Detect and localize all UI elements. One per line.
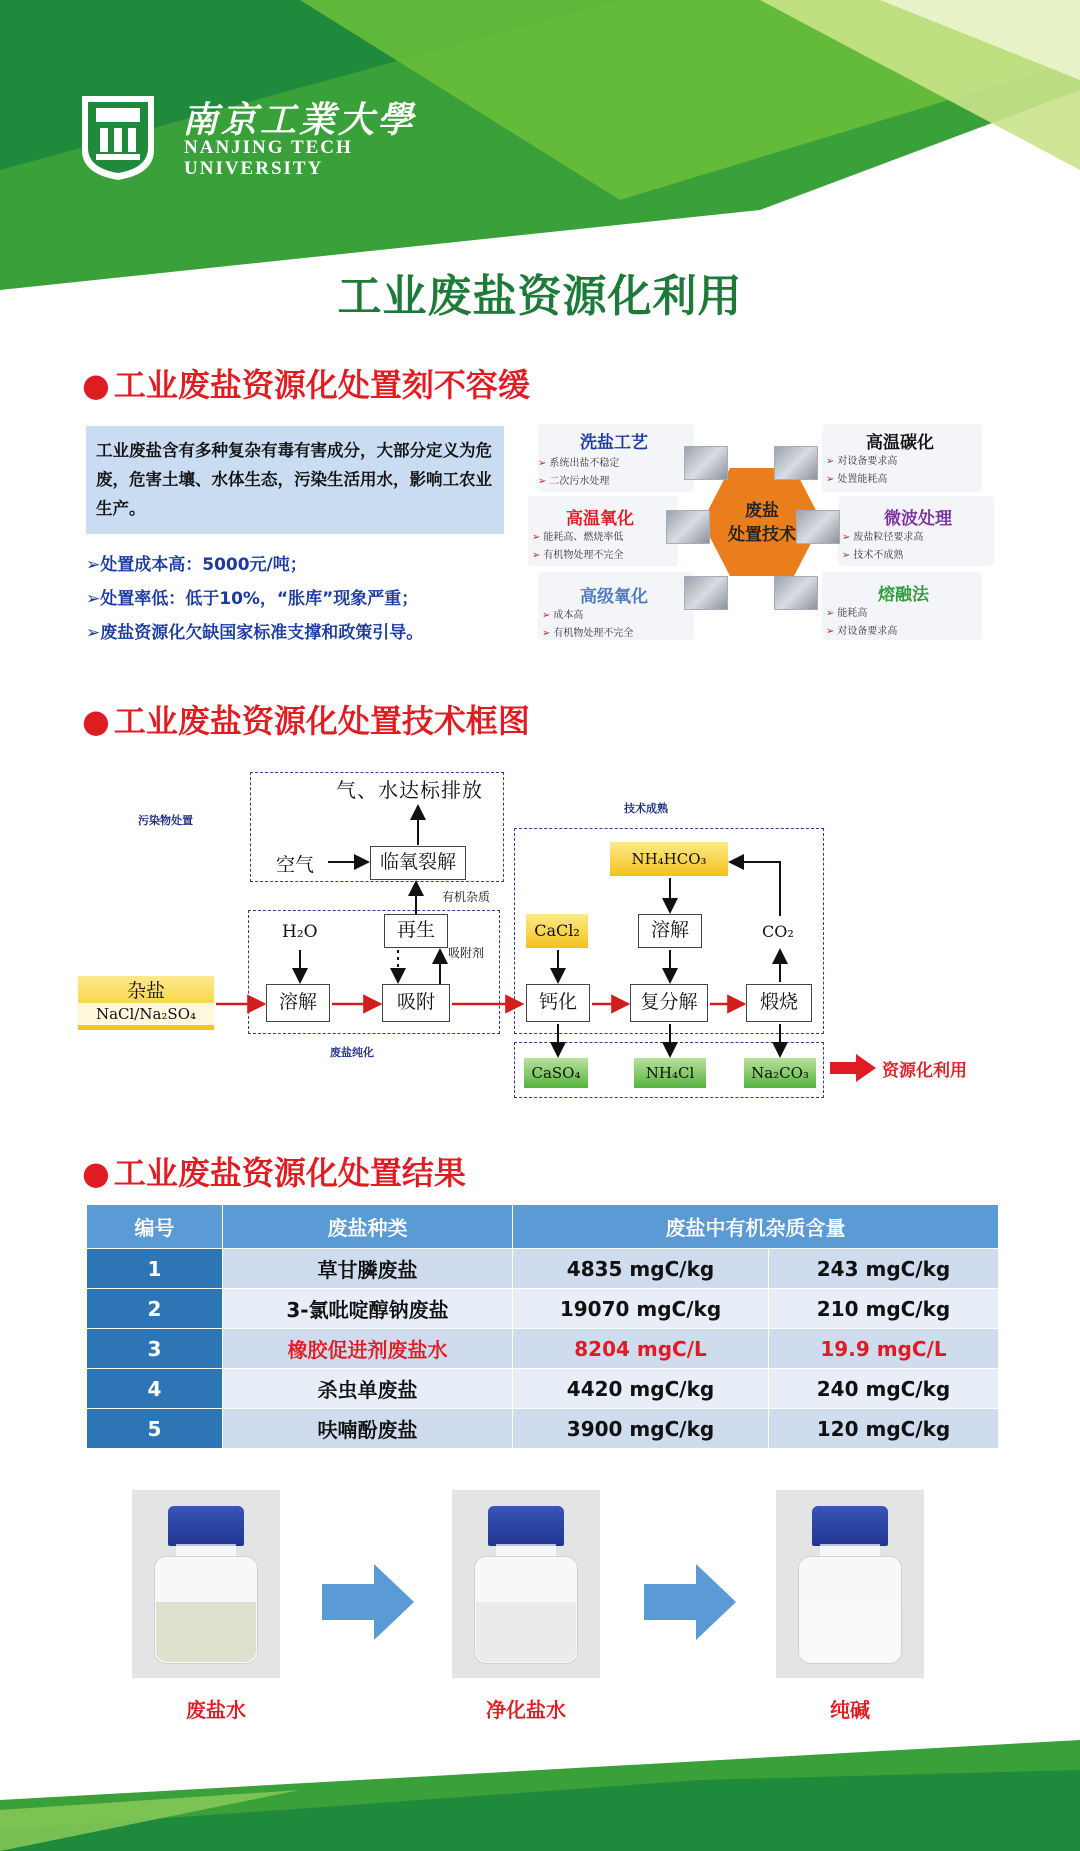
tech-item: ➢ 能耗高、燃烧率低 [532,532,624,543]
table-row [87,1329,999,1369]
tech-item: ➢ 有机物处理不完全 [532,550,624,561]
cell-salt-type: 杀虫单废盐 [223,1369,513,1409]
tech-item: ➢ 技术不成熟 [842,550,904,561]
cell-content-before: 4835 mgC/kg [513,1249,769,1289]
cell-content-before: 19070 mgC/kg [513,1289,769,1329]
table-row [87,1289,999,1329]
equipment-photo [666,510,710,544]
section-title-urgency [82,360,530,406]
tech-item: ➢ 二次污水处理 [538,476,610,487]
university-emblem-icon [78,92,158,182]
tech-name-advanced-oxidation: 高级氧化 [580,587,648,607]
node-air: 空气 [276,854,315,876]
cell-content-after: 210 mgC/kg [769,1289,999,1329]
product-na2co3: Na₂CO₃ [744,1058,816,1088]
cell-salt-type: 3-氯吡啶醇钠废盐 [223,1289,513,1329]
arrow-right-icon [644,1564,736,1640]
label-mature: 技术成熟 [624,802,668,815]
header-number: 编号 [87,1205,223,1249]
label-adsorbent: 吸附剂 [448,946,485,960]
label-organic: 有机杂质 [442,890,491,904]
node-co2: CO₂ [762,922,794,941]
tech-item: ➢ 对设备要求高 [826,626,898,637]
bullet-standard: ➢废盐资源化欠缺国家标准支撑和政策引导。 [86,623,424,643]
node-scwo: 临氧裂解 [370,846,466,880]
label-pollutant: 污染物处置 [138,814,193,827]
bullet-dot-icon: ● [82,1154,110,1192]
node-dissolve2: 溶解 [638,914,702,948]
cell-number: 3 [87,1329,223,1369]
tech-item: ➢ 能耗高 [826,608,868,619]
tech-name-washing: 洗盐工艺 [580,433,648,453]
bullet-rate: ➢处置率低：低于10%，“胀库”现象严重； [86,589,419,609]
cell-number: 2 [87,1289,223,1329]
school-name-en-line2: UNIVERSITY [184,158,324,179]
equipment-photo [774,446,818,480]
label-reuse: 资源化利用 [882,1061,967,1081]
cell-content-after: 240 mgC/kg [769,1369,999,1409]
node-adsorb: 吸附 [382,984,450,1022]
product-nh4cl: NH₄Cl [634,1058,706,1088]
results-table [86,1204,999,1449]
cell-content-before: 3900 mgC/kg [513,1409,769,1449]
node-dissolve: 溶解 [266,984,330,1022]
intro-text-box: 工业废盐含有多种复杂有毒有害成分，大部分定义为危废，危害土壤、水体生态，污染生活用水，影响工农业生产。 [86,426,504,534]
cell-number: 1 [87,1249,223,1289]
header-salt-type: 废盐种类 [223,1205,513,1249]
tech-item: ➢ 废盐粒径要求高 [842,532,924,543]
bullet-dot-icon: ● [82,702,110,740]
tech-name-oxidation: 高温氧化 [566,509,634,529]
bullet-cost: ➢处置成本高：5000元/吨； [86,555,307,575]
cell-number: 5 [87,1409,223,1449]
node-double-decomposition: 复分解 [630,984,708,1022]
tech-item: ➢ 成本高 [542,610,584,621]
table-row [87,1369,999,1409]
cell-content-after: 19.9 mgC/L [769,1329,999,1369]
tech-name-melting: 熔融法 [878,585,929,605]
cell-content-after: 243 mgC/kg [769,1249,999,1289]
tech-item: ➢ 处置能耗高 [826,474,888,485]
mixed-salt-label: 杂盐 [126,980,165,1002]
table-row [87,1249,999,1289]
tech-item: ➢ 有机物处理不完全 [542,628,634,639]
bottle-photo-waste-brine [132,1490,280,1678]
page-title: 工业废盐资源化利用 [337,271,743,322]
section-title-text: 工业废盐资源化处置刻不容缓 [113,366,530,404]
equipment-photo [796,510,840,544]
product-caso4: CaSO₄ [524,1058,588,1088]
label-purify: 废盐纯化 [330,1046,374,1059]
product-label-waste-brine: 废盐水 [186,1698,246,1722]
section-title-text: 工业废盐资源化处置结果 [113,1154,466,1192]
cell-salt-type: 呋喃酚废盐 [223,1409,513,1449]
footer-banner [0,1740,1080,1851]
cell-content-after: 120 mgC/kg [769,1409,999,1449]
node-calcify: 钙化 [526,984,590,1022]
equipment-photo [774,576,818,610]
section-title-text: 工业废盐资源化处置技术框图 [113,702,530,740]
bottle-photo-purified-brine [452,1490,600,1678]
school-name-en-line1: NANJING TECH [184,137,353,158]
section-title-framework [82,696,530,742]
center-label-line1: 废盐 [745,501,779,521]
product-label-purified-brine: 净化盐水 [486,1698,566,1722]
header-organic-content: 废盐中有机杂质含量 [513,1205,999,1249]
table-row [87,1409,999,1449]
node-nh4hco3: NH₄HCO₃ [610,842,728,876]
cell-content-before: 4420 mgC/kg [513,1369,769,1409]
product-label-soda-ash: 纯碱 [830,1698,870,1722]
node-regen: 再生 [384,914,448,948]
node-discharge: 气、水达标排放 [336,778,483,802]
tech-item: ➢ 系统出盐不稳定 [538,458,620,469]
node-h2o: H₂O [282,922,318,942]
node-calcine: 煅烧 [746,984,812,1022]
tech-name-microwave: 微波处理 [884,509,952,529]
node-mixed-salt [78,976,214,1030]
mixed-salt-formula: NaCl/Na₂SO₄ [78,1003,214,1025]
section-title-results [82,1148,466,1194]
tech-item: ➢ 对设备要求高 [826,456,898,467]
bullet-dot-icon: ● [82,366,110,404]
cell-number: 4 [87,1369,223,1409]
bottle-photo-soda-ash [776,1490,924,1678]
tech-name-carbonization: 高温碳化 [866,433,934,453]
table-header-row [87,1205,999,1249]
equipment-photo [684,576,728,610]
equipment-photo [684,446,728,480]
node-cacl2: CaCl₂ [526,914,588,948]
center-label-line2: 处置技术 [728,525,796,545]
cell-content-before: 8204 mgC/L [513,1329,769,1369]
school-name-cn: 南京工業大學 [182,99,417,141]
cell-salt-type: 橡胶促进剂废盐水 [223,1329,513,1369]
arrow-right-icon [322,1564,414,1640]
cell-salt-type: 草甘膦废盐 [223,1249,513,1289]
